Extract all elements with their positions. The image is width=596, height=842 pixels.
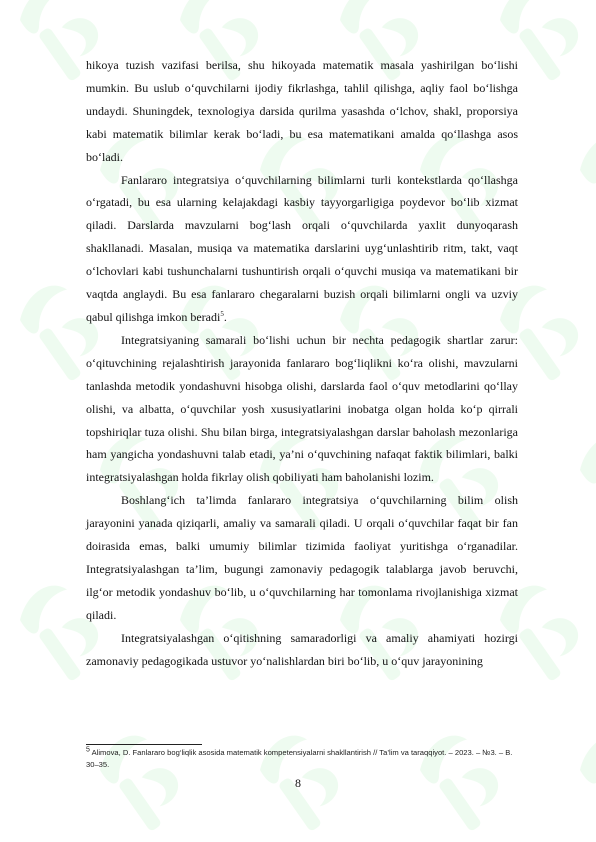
paragraph-5 (86, 627, 518, 673)
watermark-mark (572, 126, 596, 236)
footnote (86, 747, 526, 771)
paragraph-2-text: Fanlararo integratsiya o‘quvchilarning bilimlarni turli kontekstlarda qo‘llashga o‘rgatadi, bu esa ularning kelajakdagi kasbiy tayyorgarligiga poydevor bo‘lib xizmat qiladi. Darslarda mavzularni bog‘lash orqali o‘quvchilarda yaxlit dunyoqarash shakllanadi. Masalan, musiqa va matematika darslarini uyg‘unlashtirib ritm, takt, vaqt o‘lchovlari kabi tushunchalarni tushuntirish orqali o‘quvchi musiqa va matematikani bir vaqtda anglaydi. Bu esa fanlararo chegaralarni buzish orqali bilimlarni ongli va uzviy qabul qilishga imkon beradi (86, 172, 518, 324)
page-number: 8 (295, 776, 301, 790)
footnote-text: Alimova, D. Fanlararo bog‘liqlik asosida matematik kompetensiyalarni shakllantirish // Ta’lim va taraqqiyot. – 2023. – №3. – B. 30–35. (86, 748, 513, 769)
paragraph-3 (86, 329, 518, 489)
paragraph-3-text: Integratsiyaning samarali bo‘lishi uchun bir nechta pedagogik shartlar zarur: o‘qituvchining rejalashtirish jarayonida fanlararo bog‘liqlikni ko‘ra olishi, mavzularni tanlashda metodik yondashuvni hisobga olishi, darslarda faol o‘quv metodlarini qo‘llay olishi, va albatta, o‘quvchilar yosh xususiyatlarini inobatga olgan holda ko‘p qirrali topshiriqlar tuza olishi. Shu bilan birga, integratsiyalashgan darslar baholash mezonlariga ham yangicha yondashuvni talab etadi, ya’ni o‘quvchining nafaqat faktik bilimlari, balki integratsiyalashgan holda fikrlay olish qobiliyati ham baholanishi lozim. (86, 332, 518, 485)
paragraph-4-text: Boshlang‘ich ta’limda fanlararo integratsiya o‘quvchilarning bilim olish jarayonini yanada qiziqarli, amaliy va samarali qiladi. U orqali o‘quvchilar faqat bir fan doirasida emas, balki umumiy bilimlar tizimida faoliyat yuritishga o‘rganadilar. Integratsiyalashgan ta’lim, bugungi zamonaviy pedagogik talablarga javob beruvchi, ilg‘or metodik yondashuv bo‘lib, u o‘quvchilarning har tomonlama rivojlanishiga xizmat qiladi. (86, 493, 518, 622)
paragraph-2 (86, 169, 518, 329)
paragraph-5-text: Integratsiyalashgan o‘qitishning samaradorligi va amaliy ahamiyati hozirgi zamonaviy pedagogikada ustuvor yo‘nalishlardan biri bo‘lib, u o‘quv jarayonining (86, 630, 518, 668)
paragraph-1 (86, 54, 518, 169)
paragraph-4 (86, 489, 518, 626)
footnote-separator (86, 744, 202, 745)
footnote-mark: 5 (86, 746, 90, 754)
paragraph-2-tail: . (223, 309, 227, 324)
document-body (86, 54, 518, 672)
footnote-reference[interactable]: 5 (220, 309, 224, 318)
paragraph-1-text: hikoya tuzish vazifasi berilsa, shu hikoyada matematik masala yashirilgan bo‘lishi mumkin. Bu uslub o‘quvchilarni ijodiy fikrlashga, tahlil qilishga, aqliy faol bo‘lishga undaydi. Shuningdek, texnologiya darsida qurilma yasashda o‘lchov, shakl, proporsiya kabi matematik bilimlar kerak bo‘ladi, bu esa matematikani amalda qo‘llashga asos bo‘ladi. (86, 58, 518, 164)
watermark-mark (572, 426, 596, 536)
